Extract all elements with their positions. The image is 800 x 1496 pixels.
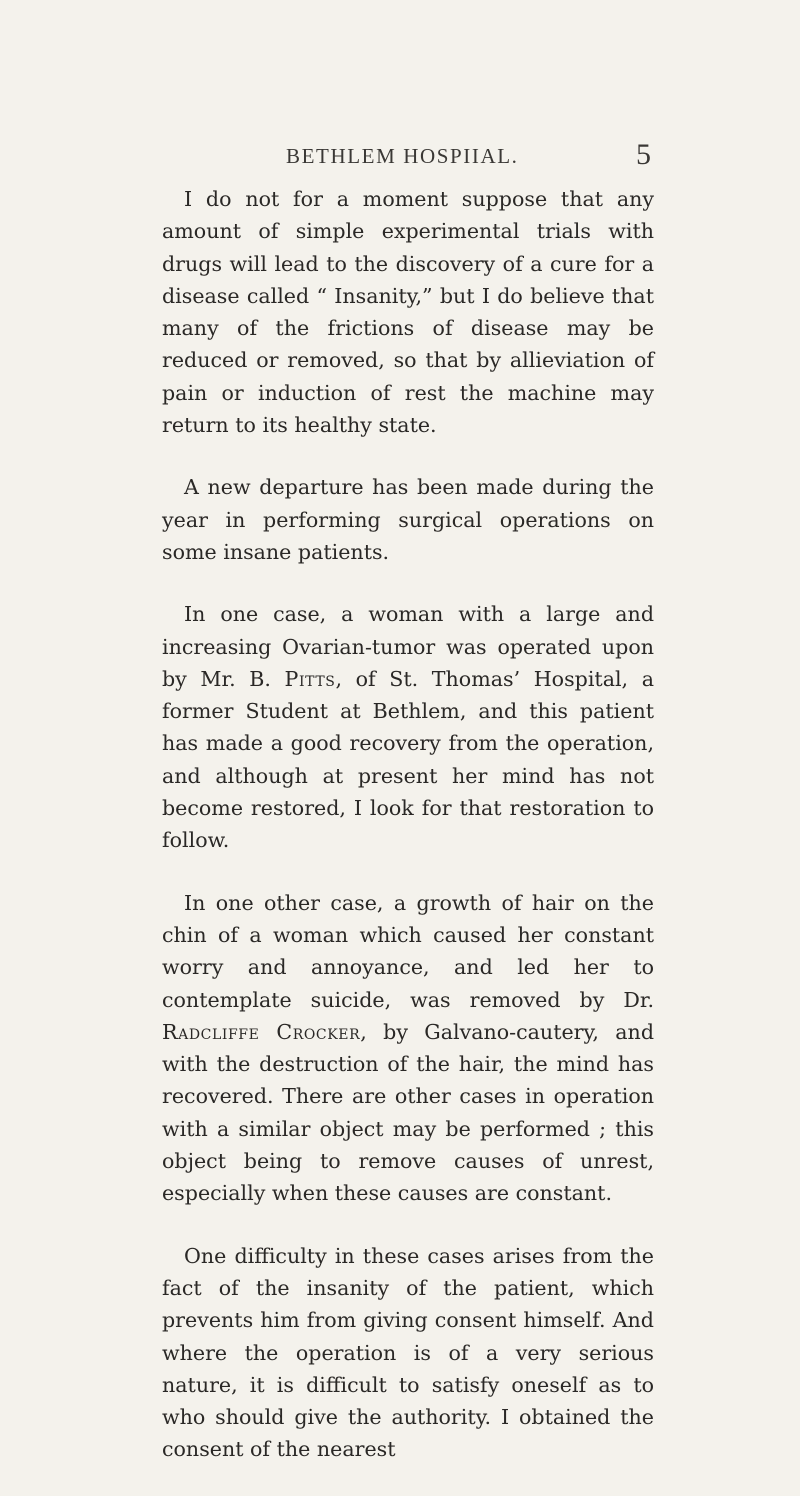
running-head <box>0 140 800 174</box>
paragraph <box>162 183 654 441</box>
paragraph-text: , by Galvano-cautery, and with the destruction of the hair, the mind has recovered. There are other cases in operation with a similar object may be performed ; this object being to remove causes of unrest, especially when these causes are constant. <box>162 1019 654 1206</box>
paragraph-text: I do not for a moment suppose that any amount of simple experimental trials with drugs will lead to the discovery of a cure for a disease called “ Insanity,” but I do believe that many of the frictions of disease may be reduced or removed, so that by allieviation of pain or induction of rest the machine may return to its healthy state. <box>162 187 654 438</box>
paragraph-text: One difficulty in these cases arises from the fact of the insanity of the patient, which prevents him from giving consent himself. And where the operation is of a very serious nature, it is difficult to satisfy oneself as to who should give the authority. I obtained the consent of the nearest <box>162 1243 654 1462</box>
body-text <box>162 183 654 1496</box>
doctor-name: Radcliffe Crocker <box>162 1019 361 1044</box>
paragraph-text: A new departure has been made during the year in performing surgical operations on some insane patients. <box>162 475 654 564</box>
paragraph-text: In one case, a woman with a large and increasing Ovarian-tumor was operated upon by Mr. B. <box>162 602 654 691</box>
paragraph <box>162 598 654 856</box>
paragraph <box>162 1240 654 1466</box>
paragraph <box>162 471 654 568</box>
running-title: BETHLEM HOSPIIAL. <box>286 144 519 168</box>
paragraph-text: , of St. Thomas’ Hospital, a former Student at Bethlem, and this patient has made a good recovery from the operation, and although at present her mind has not become restored, I look for that restoration to follow. <box>162 666 654 853</box>
surgeon-name: Pitts <box>284 666 336 691</box>
page-number: 5 <box>636 138 651 171</box>
paragraph <box>162 887 654 1210</box>
paragraph-text: In one other case, a growth of hair on the chin of a woman which caused her constant worry and annoyance, and led her to contemplate suicide, was removed by Dr. <box>162 890 654 1012</box>
